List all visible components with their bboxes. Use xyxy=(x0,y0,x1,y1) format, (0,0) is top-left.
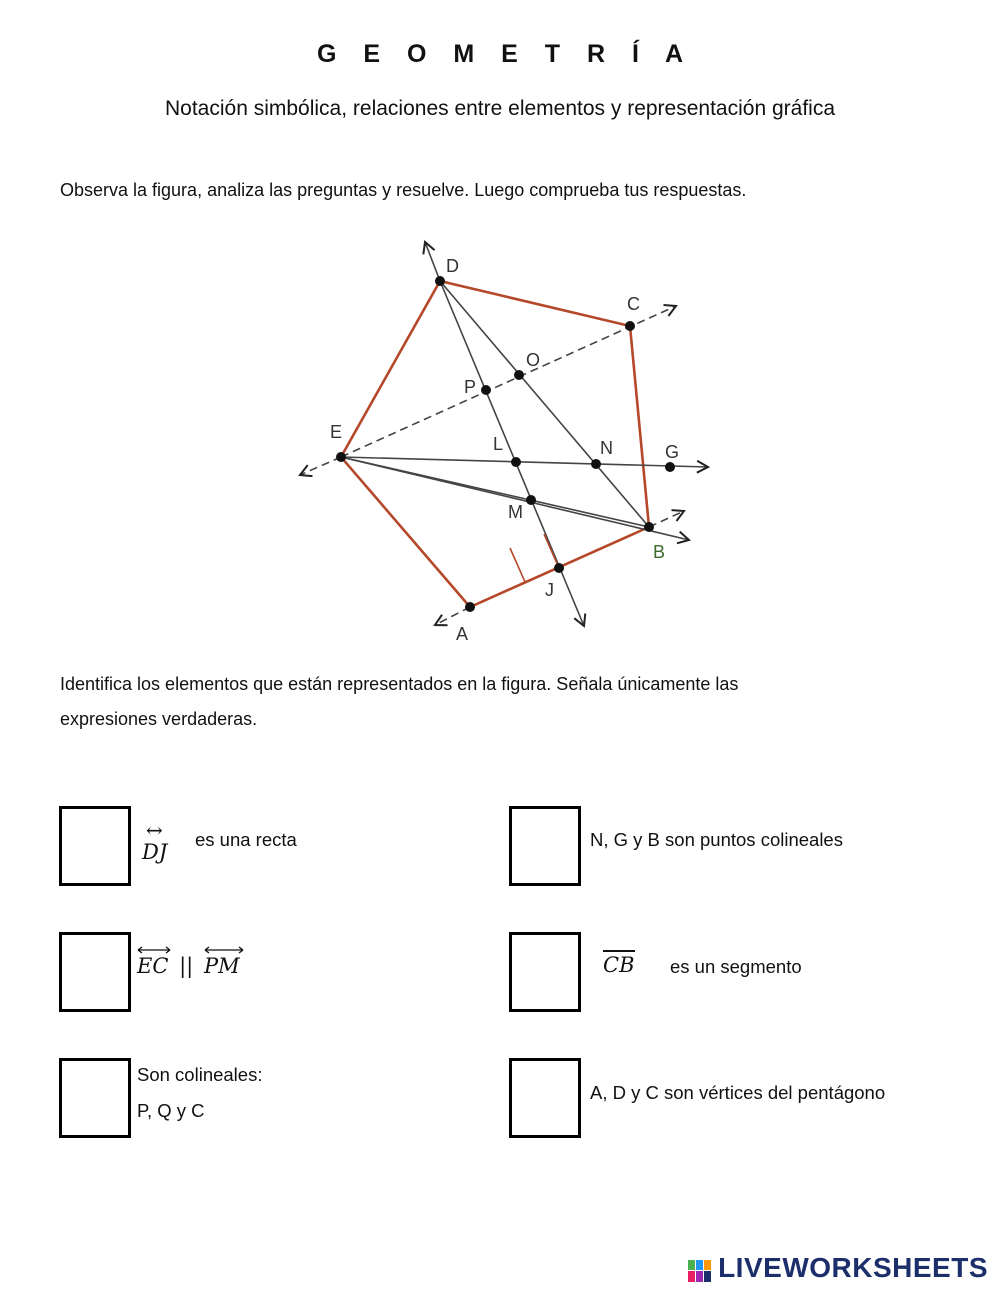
label-n: N xyxy=(600,438,613,458)
symbol-pm: PM xyxy=(204,954,240,978)
answer-box-3[interactable] xyxy=(59,932,131,1012)
line-arrow-icon xyxy=(204,945,244,955)
label-g: G xyxy=(665,442,680,462)
label-p: P xyxy=(464,377,477,397)
answer-box-2[interactable] xyxy=(509,806,581,886)
segment-bar xyxy=(603,950,635,952)
page-title: G E O M E T R Í A xyxy=(316,40,694,68)
item-5-line-1: Son colineales: xyxy=(137,1064,263,1085)
item-4-text: es un segmento xyxy=(670,956,802,977)
symbol-dj: DJ xyxy=(142,840,168,864)
label-o: O xyxy=(526,350,541,370)
item-5-line-2: P, Q y C xyxy=(137,1100,205,1121)
geometry-figure xyxy=(280,230,720,660)
instructions-text: Observa la figura, analiza las preguntas y resuelve. Luego comprueba tus respuestas. xyxy=(60,180,747,200)
label-d: D xyxy=(446,256,459,276)
answer-box-6[interactable] xyxy=(509,1058,581,1138)
double-arrow-icon: ↔ xyxy=(146,818,163,842)
symbol-cb: CB xyxy=(603,953,635,977)
label-c: C xyxy=(627,294,640,314)
prompt-line-1: Identifica los elementos que están representados en la figura. Señala únicamente las xyxy=(60,674,739,694)
figure-points xyxy=(336,276,675,612)
answer-box-4[interactable] xyxy=(509,932,581,1012)
label-j: J xyxy=(545,580,554,600)
liveworksheets-logo xyxy=(718,1252,988,1284)
symbol-ec: EC xyxy=(137,954,168,978)
label-b: B xyxy=(653,542,666,562)
right-angle-mark xyxy=(510,534,559,582)
item-3-expression xyxy=(137,954,240,978)
answer-box-5[interactable] xyxy=(59,1058,131,1138)
label-m: M xyxy=(508,502,523,522)
item-1-text: es una recta xyxy=(195,829,297,850)
prompt-line-2: expresiones verdaderas. xyxy=(60,709,258,729)
label-l: L xyxy=(493,434,504,454)
label-e: E xyxy=(330,422,343,442)
page-subtitle: Notación simbólica, relaciones entre elementos y representación gráfica xyxy=(164,97,835,120)
label-a: A xyxy=(456,624,469,644)
answer-box-1[interactable] xyxy=(59,806,131,886)
inner-lines xyxy=(341,242,708,626)
logo-text: LIVEWORKSHEETS xyxy=(718,1252,988,1283)
line-arrow-icon xyxy=(137,945,171,955)
item-6-text: A, D y C son vértices del pentágono xyxy=(590,1082,886,1103)
logo-mark-icon xyxy=(688,1260,712,1282)
item-2-text: N, G y B son puntos colineales xyxy=(590,829,843,850)
parallel-sign: || xyxy=(179,954,194,978)
